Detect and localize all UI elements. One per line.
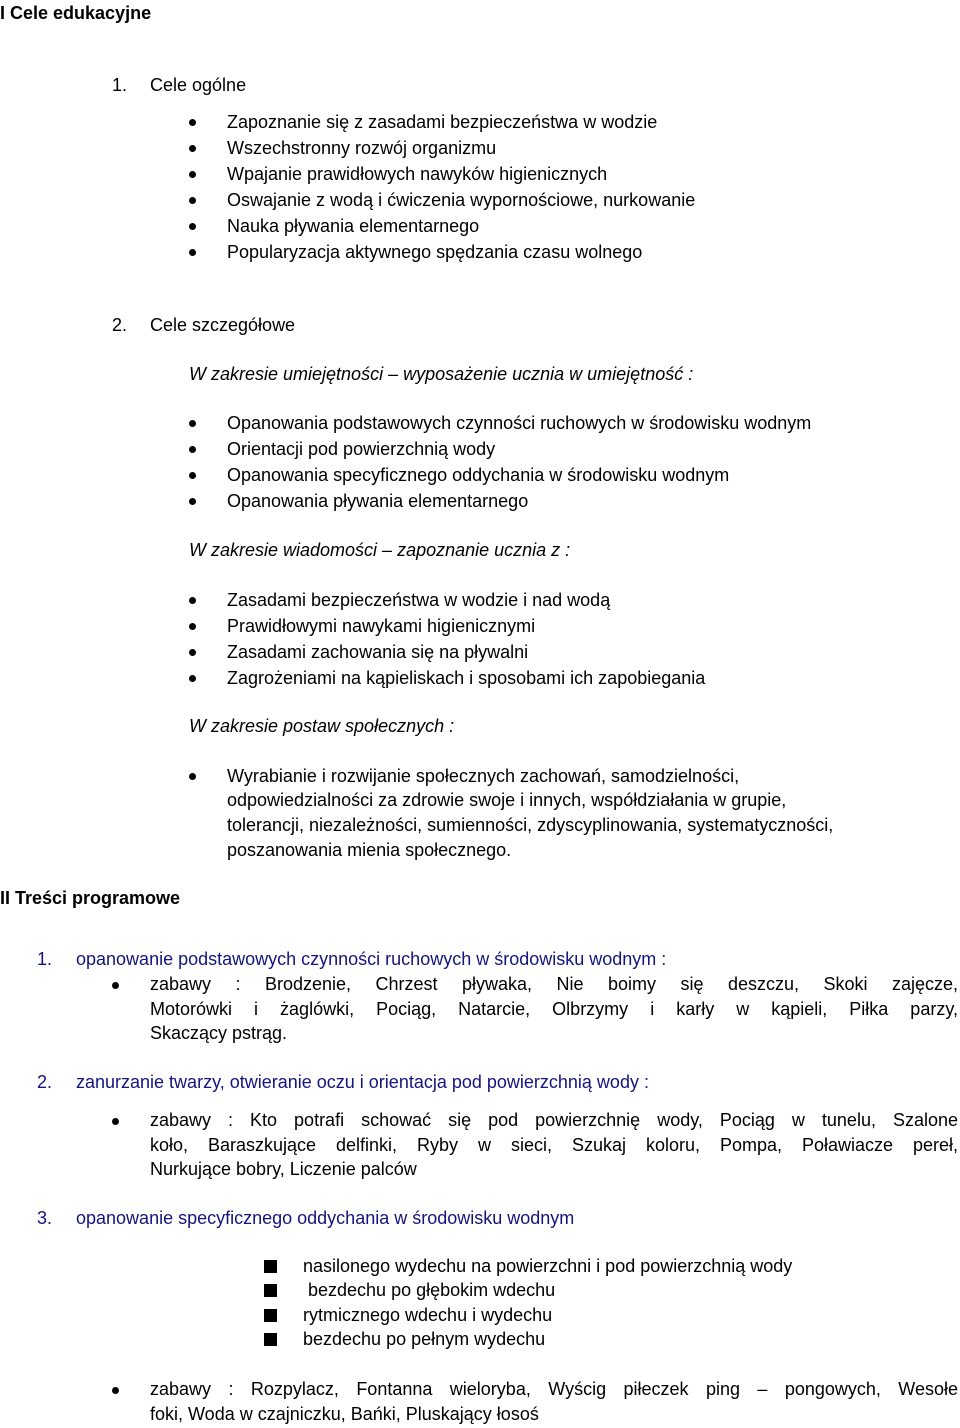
list-item: Wpajanie prawidłowych nawyków higienicznych [227,164,608,184]
list-item: Prawidłowymi nawykami higienicznymi [227,616,536,636]
attitudes-line: poszanowania mienia społecznego. [227,840,512,860]
games-list [150,1377,958,1426]
bullet-icon [189,623,196,630]
games-line: zabawy : Kto potrafi schować się pod powierzchnię wody, Pociąg w tunelu, Szalone [150,1110,958,1130]
bullet-icon [189,597,196,604]
bullet-icon [189,145,196,152]
attitudes-intro: W zakresie postaw społecznych : [189,716,455,736]
topic-number: 2. [37,1072,53,1092]
bullet-icon [112,982,119,989]
list-item: Wszechstronny rozwój organizmu [227,138,497,158]
bullet-icon [189,649,196,656]
games-list [150,972,958,1046]
breathing-item: bezdechu po pełnym wydechu [303,1329,546,1349]
topic-title: opanowanie specyficznego oddychania w środowisku wodnym [76,1208,575,1228]
attitudes-line: Wyrabianie i rozwijanie społecznych zachowań, samodzielności, [227,766,740,786]
bullet-icon [189,472,196,479]
bullet-icon [189,119,196,126]
bullet-icon [189,773,196,780]
breathing-item: rytmicznego wdechu i wydechu [303,1305,553,1325]
square-bullet-icon [264,1260,277,1273]
list-item: Orientacji pod powierzchnią wody [227,439,496,459]
bullet-icon [189,171,196,178]
list-item: Opanowania podstawowych czynności ruchowych w środowisku wodnym [227,413,812,433]
list-item: Nauka pływania elementarnego [227,216,480,236]
skills-intro: W zakresie umiejętności – wyposażenie ucznia w umiejętność : [189,364,694,384]
topic-title: zanurzanie twarzy, otwieranie oczu i orientacja pod powierzchnią wody : [76,1072,649,1092]
bullet-icon [189,675,196,682]
games-line: Skaczący pstrąg. [150,1023,288,1043]
bullet-icon [189,223,196,230]
attitudes-line: tolerancji, niezależności, sumienności, zdyscyplinowania, systematyczności, [227,815,834,835]
list-item: Zasadami bezpieczeństwa w wodzie i nad wodą [227,590,611,610]
square-bullet-icon [264,1284,277,1297]
games-line: zabawy : Rozpylacz, Fontanna wieloryba, Wyścig piłeczek ping – pongowych, Wesołe [150,1379,958,1399]
games-line: Nurkujące bobry, Liczenie palców [150,1159,417,1179]
list-item: Zasadami zachowania się na pływalni [227,642,529,662]
bullet-icon [189,420,196,427]
list-item: Oswajanie z wodą i ćwiczenia wypornościowe, nurkowanie [227,190,696,210]
bullet-icon [189,446,196,453]
general-goals-number: 1. [112,75,128,95]
general-goals-title: Cele ogólne [150,75,247,95]
section-heading-2: II Treści programowe [0,888,181,908]
games-line: foki, Woda w czajniczku, Bańki, Pluskający łosoś [150,1403,539,1424]
list-item: Popularyzacja aktywnego spędzania czasu wolnego [227,242,643,262]
games-line: Motorówki i żaglówki, Pociąg, Natarcie, Olbrzymy i karły w kąpieli, Piłka parzy, [150,998,958,1019]
topic-title: opanowanie podstawowych czynności ruchowych w środowisku wodnym : [76,949,667,969]
bullet-icon [189,498,196,505]
knowledge-intro: W zakresie wiadomości – zapoznanie ucznia z : [189,540,571,560]
detailed-goals-number: 2. [112,315,128,335]
detailed-goals-title: Cele szczegółowe [150,315,296,335]
attitudes-line: odpowiedzialności za zdrowie swoje i innych, współdziałania w grupie, [227,790,787,810]
square-bullet-icon [264,1333,277,1346]
breathing-item: nasilonego wydechu na powierzchni i pod powierzchnią wody [303,1256,793,1276]
topic-number: 3. [37,1208,53,1228]
breathing-item: bezdechu po głębokim wdechu [303,1280,556,1300]
bullet-icon [112,1118,119,1125]
games-list [150,1108,958,1182]
list-item: Zapoznanie się z zasadami bezpieczeństwa w wodzie [227,112,658,132]
list-item: Opanowania pływania elementarnego [227,491,529,511]
square-bullet-icon [264,1309,277,1322]
bullet-icon [112,1387,119,1394]
bullet-icon [189,249,196,256]
section-heading-1: I Cele edukacyjne [0,3,152,23]
games-line: zabawy : Brodzenie, Chrzest pływaka, Nie boimy się deszczu, Skoki zajęcze, [150,974,958,994]
list-item: Opanowania specyficznego oddychania w środowisku wodnym [227,465,730,485]
bullet-icon [189,197,196,204]
list-item: Zagrożeniami na kąpieliskach i sposobami ich zapobiegania [227,668,706,688]
games-line: koło, Baraszkujące delfinki, Ryby w sieci, Szukaj koloru, Pompa, Poławiacze pereł, [150,1134,958,1155]
topic-number: 1. [37,949,53,969]
